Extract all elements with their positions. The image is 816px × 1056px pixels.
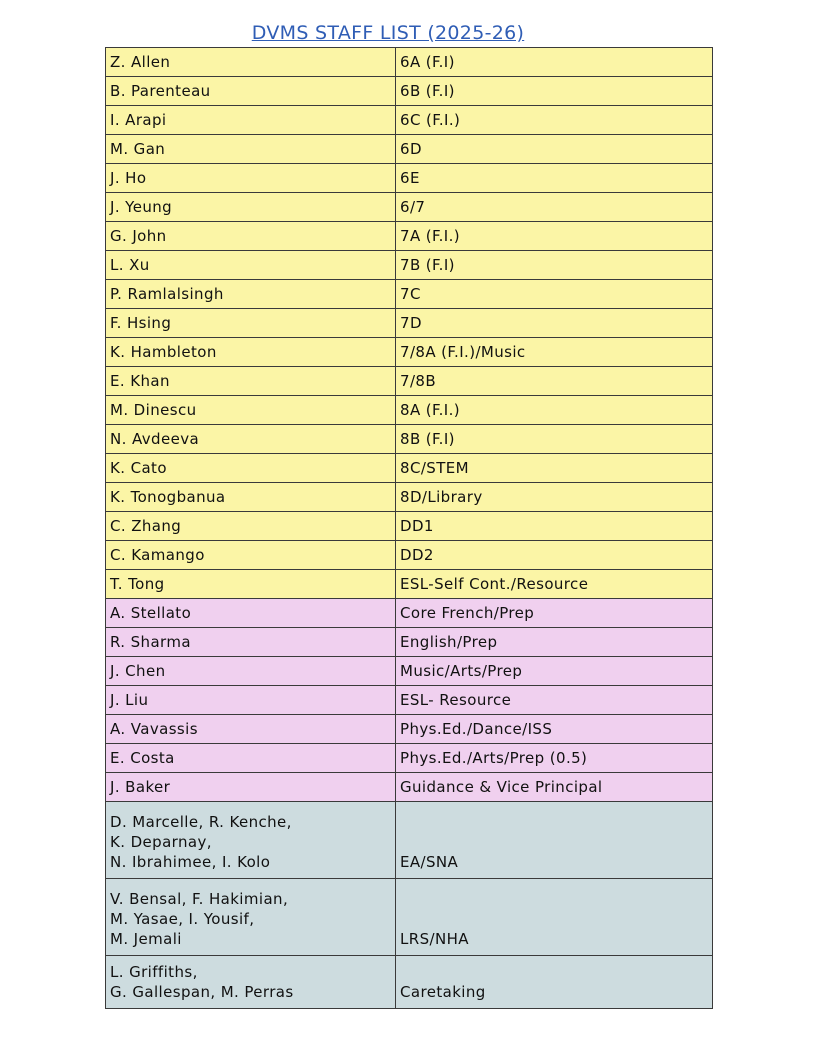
staff-role: English/Prep [396,628,713,657]
staff-name: F. Hsing [106,309,396,338]
staff-role: 8B (F.I) [396,425,713,454]
staff-role: Core French/Prep [396,599,713,628]
staff-name [106,956,396,1009]
staff-name: J. Ho [106,164,396,193]
staff-role: ESL-Self Cont./Resource [396,570,713,599]
table-row [106,599,713,628]
staff-name: E. Khan [106,367,396,396]
table-row [106,48,713,77]
staff-name: A. Vavassis [106,715,396,744]
staff-role: 7C [396,280,713,309]
staff-name: T. Tong [106,570,396,599]
staff-name: C. Zhang [106,512,396,541]
staff-name-text: D. Marcelle, R. Kenche, K. Deparnay, N. Ibrahimee, I. Kolo [110,813,292,871]
table-row [106,425,713,454]
table-row [106,879,713,956]
staff-name-text: V. Bensal, F. Hakimian, M. Yasae, I. Yousif, M. Jemali [110,890,289,948]
staff-role: 6B (F.I) [396,77,713,106]
staff-name: R. Sharma [106,628,396,657]
table-row [106,802,713,879]
table-row [106,222,713,251]
staff-role: 7/8B [396,367,713,396]
staff-name: K. Tonogbanua [106,483,396,512]
staff-role: 8C/STEM [396,454,713,483]
staff-name [106,879,396,956]
staff-name: Z. Allen [106,48,396,77]
staff-role: DD1 [396,512,713,541]
staff-role: 8D/Library [396,483,713,512]
table-row [106,454,713,483]
staff-name: M. Gan [106,135,396,164]
table-row [106,396,713,425]
table-row [106,280,713,309]
table-row [106,106,713,135]
staff-name: J. Chen [106,657,396,686]
table-row [106,77,713,106]
table-row [106,628,713,657]
staff-role: Phys.Ed./Arts/Prep (0.5) [396,744,713,773]
staff-role: ESL- Resource [396,686,713,715]
table-row [106,367,713,396]
staff-role: 6C (F.I.) [396,106,713,135]
table-row [106,715,713,744]
staff-name: I. Arapi [106,106,396,135]
staff-name: L. Xu [106,251,396,280]
staff-name: K. Hambleton [106,338,396,367]
table-row [106,338,713,367]
staff-name: A. Stellato [106,599,396,628]
staff-role: Caretaking [396,956,713,1009]
page-title: DVMS STAFF LIST (2025-26) [251,22,525,44]
staff-name: P. Ramlalsingh [106,280,396,309]
staff-role: 6E [396,164,713,193]
staff-role: DD2 [396,541,713,570]
staff-table [105,47,713,1009]
table-row [106,686,713,715]
table-row [106,541,713,570]
staff-role: Phys.Ed./Dance/ISS [396,715,713,744]
table-row [106,570,713,599]
staff-role: 6/7 [396,193,713,222]
table-row [106,164,713,193]
staff-role: 7D [396,309,713,338]
table-row [106,956,713,1009]
staff-role: 6D [396,135,713,164]
staff-name: J. Baker [106,773,396,802]
staff-name-text: L. Griffiths, G. Gallespan, M. Perras [110,963,294,1001]
staff-role: EA/SNA [396,802,713,879]
staff-name: G. John [106,222,396,251]
staff-role: Music/Arts/Prep [396,657,713,686]
table-row [106,309,713,338]
staff-name: B. Parenteau [106,77,396,106]
staff-name [106,802,396,879]
staff-role: Guidance & Vice Principal [396,773,713,802]
staff-name: J. Yeung [106,193,396,222]
staff-name: J. Liu [106,686,396,715]
table-row [106,512,713,541]
staff-name: M. Dinescu [106,396,396,425]
staff-role: 8A (F.I.) [396,396,713,425]
table-row [106,657,713,686]
table-row [106,135,713,164]
staff-role: 7A (F.I.) [396,222,713,251]
table-row [106,193,713,222]
staff-name: C. Kamango [106,541,396,570]
staff-role: 7B (F.I) [396,251,713,280]
staff-role: 7/8A (F.I.)/Music [396,338,713,367]
table-row [106,251,713,280]
table-row [106,483,713,512]
table-row [106,773,713,802]
staff-role: 6A (F.I) [396,48,713,77]
staff-name: K. Cato [106,454,396,483]
staff-name: E. Costa [106,744,396,773]
table-row [106,744,713,773]
staff-role: LRS/NHA [396,879,713,956]
staff-name: N. Avdeeva [106,425,396,454]
